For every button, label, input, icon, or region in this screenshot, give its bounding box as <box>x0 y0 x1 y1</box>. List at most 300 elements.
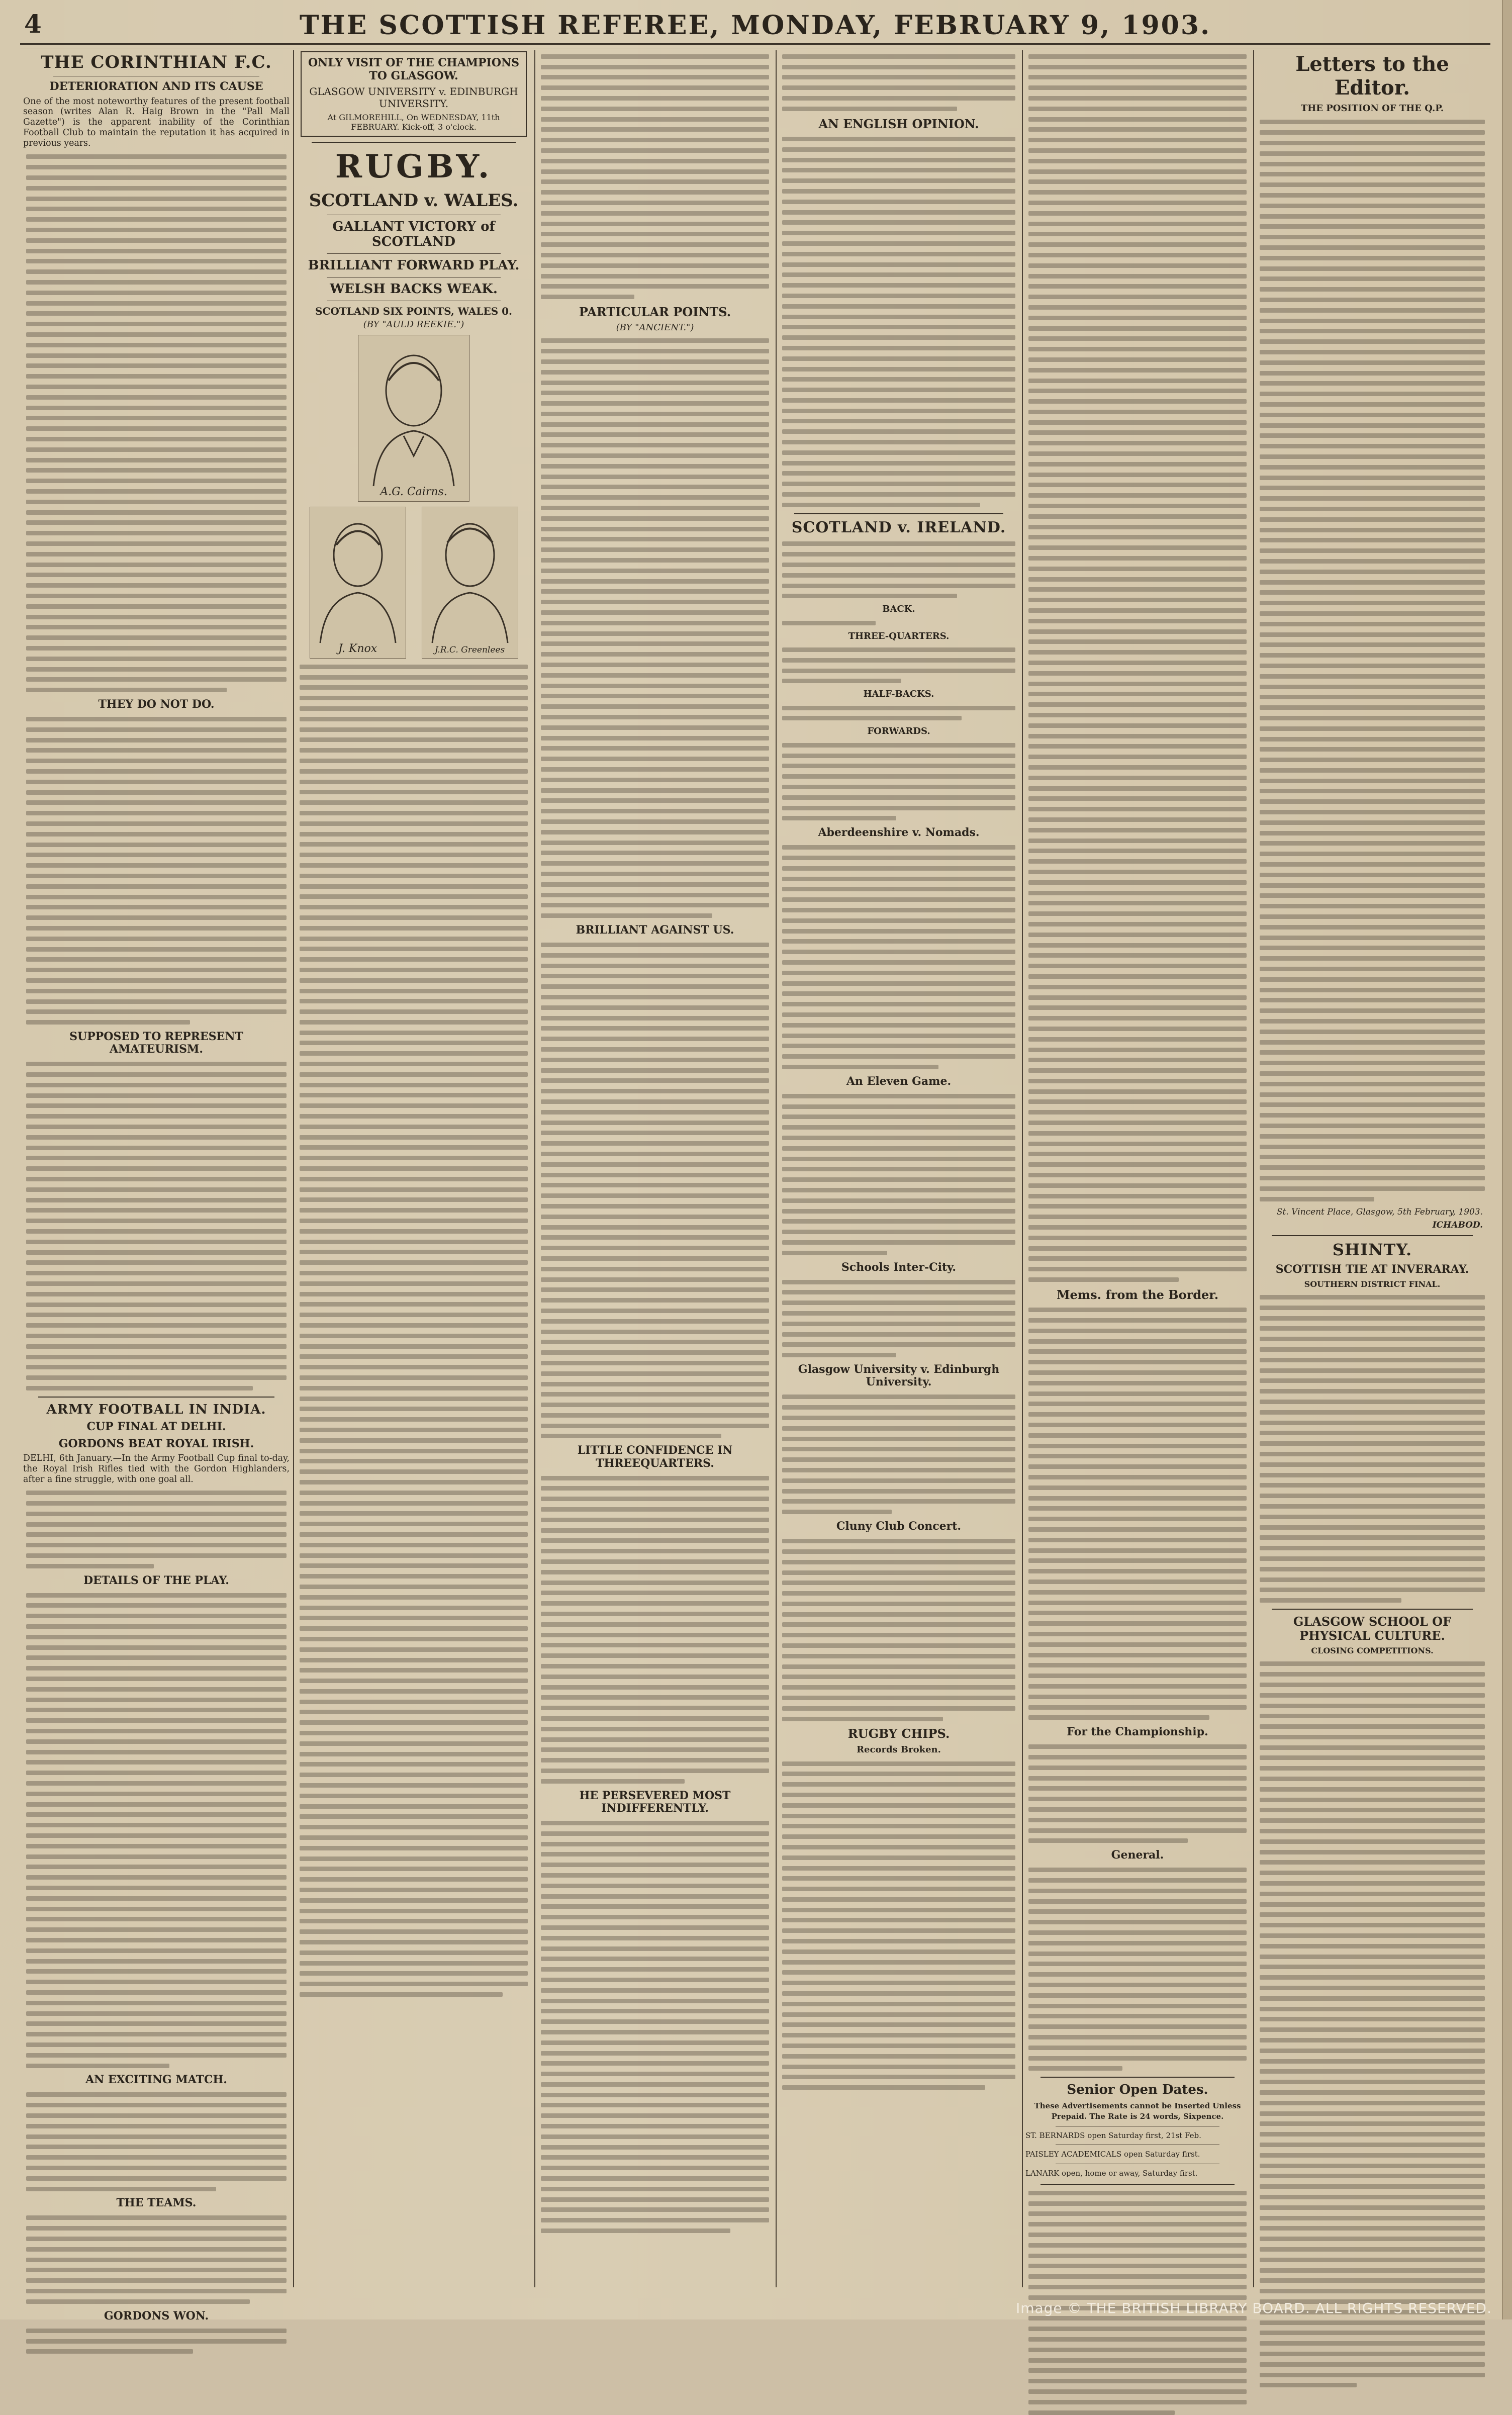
text-line <box>1028 1776 1247 1781</box>
text-line <box>26 186 287 191</box>
text-line <box>1260 705 1485 710</box>
text-line <box>26 1614 287 1618</box>
text-line <box>26 1355 287 1359</box>
text-line <box>782 1395 1015 1399</box>
text-line <box>1260 559 1485 564</box>
text-line <box>782 315 1015 319</box>
text-line <box>1260 1871 1485 1875</box>
text-line <box>1028 629 1247 634</box>
text-line <box>782 1468 1015 1472</box>
text-line <box>26 406 287 410</box>
text-line <box>1028 1684 1247 1689</box>
text-line <box>1260 548 1485 553</box>
text-line <box>1260 1452 1485 1456</box>
text-line <box>1260 737 1485 741</box>
text-line <box>26 999 287 1004</box>
text-line <box>1028 1909 1247 1914</box>
text-line <box>1028 817 1247 822</box>
text-line <box>1028 545 1247 550</box>
text-line <box>541 1047 769 1052</box>
text-line <box>1260 423 1485 428</box>
text-line <box>26 1187 287 1192</box>
text-line <box>782 2075 1015 2079</box>
text-line <box>1028 723 1247 728</box>
text-line <box>1028 2004 1247 2008</box>
text-line <box>541 841 769 845</box>
text-line <box>26 1980 287 1984</box>
text-line <box>1028 1558 1247 1563</box>
text-line <box>1260 528 1485 532</box>
text-line <box>782 461 1015 466</box>
subhead-gallant: GALLANT VICTORY of SCOTLAND <box>332 219 495 249</box>
text-line <box>300 884 528 889</box>
text-line <box>26 2349 193 2354</box>
text-line <box>541 1925 769 1930</box>
text-line <box>1028 159 1247 163</box>
text-line <box>782 1549 1015 1554</box>
text-line <box>1028 451 1247 456</box>
column-rule <box>776 50 777 2287</box>
text-line <box>782 1675 1015 1679</box>
text-line <box>26 853 287 857</box>
text-line <box>1260 1176 1485 1180</box>
text-line <box>541 1476 769 1480</box>
text-line <box>26 573 287 577</box>
text-line <box>1028 2191 1247 2195</box>
article-body <box>26 1593 287 2068</box>
column-4 <box>779 48 1018 2290</box>
text-line <box>26 385 287 389</box>
text-line <box>1028 336 1247 341</box>
text-line <box>1028 1715 1209 1720</box>
text-line <box>26 332 287 337</box>
text-line <box>1260 350 1485 354</box>
text-line <box>300 1814 528 1819</box>
text-line <box>1260 810 1485 814</box>
text-line <box>300 1386 528 1390</box>
text-line <box>1260 873 1485 877</box>
text-line <box>1260 2237 1485 2241</box>
text-line <box>541 2072 769 2076</box>
text-line <box>26 1990 287 1995</box>
text-line <box>782 1510 892 1514</box>
text-line <box>26 1687 287 1692</box>
text-line <box>300 1804 528 1809</box>
text-line <box>782 1012 1015 1017</box>
text-line <box>1260 1441 1485 1446</box>
text-line <box>300 1281 528 1286</box>
team-list <box>782 706 1015 721</box>
text-line <box>26 635 287 640</box>
text-line <box>26 1208 287 1213</box>
text-line <box>1028 702 1247 707</box>
text-line <box>26 1624 287 1629</box>
text-line <box>782 492 1015 497</box>
text-line <box>541 211 769 216</box>
text-line <box>26 510 287 515</box>
text-line <box>1028 284 1247 289</box>
text-line <box>782 1539 1015 1543</box>
text-line <box>541 453 769 458</box>
text-line <box>782 482 1015 486</box>
text-line <box>1028 420 1247 425</box>
text-line <box>26 1062 287 1066</box>
text-line <box>1260 1124 1485 1128</box>
text-line <box>26 1313 287 1317</box>
text-line <box>541 579 769 584</box>
text-line <box>541 495 769 500</box>
text-line <box>26 1666 287 1670</box>
text-line <box>541 1518 769 1522</box>
text-line <box>1260 820 1485 825</box>
text-line <box>300 1103 528 1108</box>
text-line <box>26 259 287 263</box>
text-line <box>782 1803 1015 1808</box>
text-line <box>1260 454 1485 459</box>
text-line <box>26 1093 287 1098</box>
text-line <box>1260 1556 1485 1561</box>
text-line <box>300 675 528 680</box>
text-line <box>541 1068 769 1073</box>
text-line <box>1260 130 1485 135</box>
text-line <box>541 1747 769 1752</box>
text-line <box>782 1054 1015 1059</box>
divider <box>312 142 516 143</box>
text-line <box>1260 695 1485 699</box>
text-line <box>26 989 287 993</box>
text-line <box>541 974 769 978</box>
text-line <box>1028 807 1247 811</box>
text-line <box>782 816 896 820</box>
adjacent-page-edge <box>1502 0 1512 2319</box>
text-line <box>300 1093 528 1097</box>
text-line <box>26 1491 287 1495</box>
text-line <box>782 178 1015 183</box>
text-line <box>782 1814 1015 1818</box>
text-line <box>26 2053 287 2058</box>
text-line <box>541 1152 769 1156</box>
subhead-brilliant: BRILLIANT FORWARD PLAY. <box>308 258 520 273</box>
text-line <box>1260 1473 1485 1477</box>
text-line <box>541 2197 769 2202</box>
text-line <box>1260 1337 1485 1341</box>
text-line <box>26 228 287 232</box>
text-line <box>1028 493 1247 498</box>
subhead-closing: CLOSING COMPETITIONS. <box>1311 1646 1434 1656</box>
text-line <box>26 1698 287 1702</box>
text-line <box>300 1051 528 1056</box>
crosshead: HE PERSEVERED MOST INDIFFERENTLY. <box>579 1789 731 1815</box>
text-line <box>782 754 1015 758</box>
advert: PAISLEY ACADEMICALS open Saturday first. <box>1025 2150 1200 2159</box>
text-line <box>541 767 769 772</box>
text-line <box>1260 2017 1485 2021</box>
text-line <box>541 1403 769 1407</box>
text-line <box>541 652 769 657</box>
article-body <box>26 717 287 1025</box>
text-line <box>1028 525 1247 529</box>
text-line <box>782 137 1015 141</box>
text-line <box>1260 2038 1485 2042</box>
text-line <box>541 1779 685 1784</box>
text-line <box>1260 1787 1485 1792</box>
text-line <box>541 516 769 521</box>
text-line <box>1260 1923 1485 1927</box>
text-line <box>1260 642 1485 647</box>
text-line <box>1028 2379 1247 2383</box>
text-line <box>1260 1912 1485 1917</box>
text-line <box>300 1501 528 1506</box>
text-line <box>541 2093 769 2097</box>
text-line <box>26 2103 287 2107</box>
text-line <box>300 832 528 837</box>
text-line <box>1260 2174 1485 2178</box>
text-line <box>541 1371 769 1376</box>
text-line <box>1028 985 1247 989</box>
text-line <box>782 1696 1015 1700</box>
text-line <box>541 1622 769 1627</box>
portrait-sketch <box>310 507 406 659</box>
text-line <box>300 1187 528 1192</box>
text-line <box>541 736 769 740</box>
text-line <box>1260 956 1485 961</box>
text-line <box>541 861 769 866</box>
text-line <box>1028 1920 1247 1924</box>
portrait-caption: J. Knox <box>338 642 377 655</box>
text-line <box>782 377 1015 382</box>
text-line <box>26 1532 287 1537</box>
advert-university-match <box>301 51 527 137</box>
headline-championship: For the Championship. <box>1067 1725 1208 1739</box>
headline-glasgow-edinburgh: Glasgow University v. Edinburgh University. <box>798 1363 1000 1389</box>
text-line <box>1260 1145 1485 1149</box>
text-line <box>782 75 1015 79</box>
text-line <box>300 1020 528 1025</box>
text-line <box>541 242 769 247</box>
text-line <box>1028 1983 1247 1987</box>
text-line <box>541 1350 769 1355</box>
text-line <box>26 1771 287 1775</box>
text-line <box>1260 276 1485 281</box>
text-line <box>1028 169 1247 174</box>
text-line <box>1260 141 1485 145</box>
text-line <box>541 2103 769 2107</box>
text-line <box>782 1311 1015 1316</box>
text-line <box>1028 1889 1247 1893</box>
text-line <box>782 1136 1015 1140</box>
text-line <box>1260 2268 1485 2273</box>
text-line <box>1260 256 1485 260</box>
text-line <box>1260 2090 1485 2095</box>
text-line <box>782 1478 1015 1483</box>
text-line <box>782 335 1015 340</box>
text-line <box>541 1287 769 1292</box>
letter-place: St. Vincent Place, Glasgow, 5th February, 1903. <box>1276 1207 1483 1218</box>
text-line <box>1028 859 1247 864</box>
text-line <box>300 1009 528 1014</box>
text-line <box>541 263 769 268</box>
text-line <box>300 1710 528 1714</box>
portrait-drawing <box>422 507 518 643</box>
text-line <box>26 500 287 504</box>
text-line <box>26 821 287 826</box>
text-line <box>300 696 528 700</box>
masthead-rule <box>20 43 1490 48</box>
text-line <box>1028 1412 1247 1417</box>
team-list <box>782 647 1015 683</box>
text-line <box>26 895 287 899</box>
headline-general: General. <box>1111 1848 1164 1862</box>
text-line <box>1028 995 1247 1000</box>
text-line <box>1028 2368 1247 2373</box>
text-line <box>300 1292 528 1296</box>
text-line <box>541 2009 769 2013</box>
text-line <box>26 479 287 483</box>
text-line <box>1028 1423 1247 1427</box>
text-line <box>26 1229 287 1234</box>
text-line <box>26 800 287 805</box>
text-line <box>1260 162 1485 166</box>
text-line <box>26 2329 287 2333</box>
text-line <box>26 727 287 732</box>
text-line <box>541 381 769 385</box>
text-line <box>782 1761 1015 1766</box>
text-line <box>541 2218 769 2222</box>
text-line <box>26 1917 287 1921</box>
text-line <box>541 475 769 479</box>
text-line <box>1260 1661 1485 1666</box>
text-line <box>26 2268 287 2272</box>
text-line <box>26 1948 287 1953</box>
text-line <box>541 1664 769 1668</box>
text-line <box>1028 190 1247 195</box>
text-line <box>782 200 1015 204</box>
headline-schools: Schools Inter-City. <box>841 1260 957 1274</box>
text-line <box>1028 953 1247 958</box>
text-line <box>1028 1930 1247 1935</box>
text-line <box>1028 1464 1247 1469</box>
text-line <box>300 1574 528 1578</box>
text-line <box>782 1044 1015 1048</box>
text-line <box>1260 1400 1485 1404</box>
text-line <box>1028 389 1247 393</box>
headline-rugby: RUGBY. <box>335 148 493 185</box>
text-line <box>541 1319 769 1324</box>
text-line <box>300 1668 528 1673</box>
text-line <box>26 165 287 169</box>
text-line <box>541 1193 769 1198</box>
text-line <box>1028 2389 1247 2394</box>
text-line <box>541 2040 769 2045</box>
text-line <box>782 1342 1015 1347</box>
text-line <box>1260 1996 1485 2001</box>
text-line <box>26 625 287 629</box>
text-line <box>782 325 1015 329</box>
text-line <box>26 1344 287 1349</box>
text-line <box>782 1002 1015 1006</box>
text-line <box>782 272 1015 277</box>
article-body <box>782 1280 1015 1358</box>
text-line <box>26 2226 287 2231</box>
text-line <box>1260 214 1485 219</box>
text-line <box>1028 1329 1247 1333</box>
text-line <box>1260 988 1485 992</box>
text-line <box>782 429 1015 434</box>
text-line <box>1028 786 1247 791</box>
text-line <box>1260 193 1485 198</box>
text-line <box>26 1114 287 1119</box>
text-line <box>1260 685 1485 689</box>
divider <box>1272 1609 1473 1610</box>
text-line <box>300 1637 528 1641</box>
text-line <box>782 1834 1015 1839</box>
portrait-caption: J.R.C. Greenlees <box>434 645 505 655</box>
text-line <box>300 1700 528 1704</box>
text-line <box>1260 1755 1485 1760</box>
text-line <box>1260 1358 1485 1362</box>
headline-shinty: SHINTY. <box>1332 1240 1412 1260</box>
text-line <box>541 1758 769 1762</box>
text-line <box>300 1553 528 1558</box>
text-line <box>300 1741 528 1746</box>
text-line <box>300 947 528 951</box>
text-line <box>541 527 769 531</box>
text-line <box>1260 799 1485 804</box>
text-line <box>1260 1378 1485 1383</box>
text-line <box>782 1177 1015 1182</box>
column-rule <box>1253 50 1254 2287</box>
text-line <box>1260 1102 1485 1107</box>
text-line <box>1260 653 1485 658</box>
text-line <box>1028 1993 1247 1998</box>
text-line <box>541 2061 769 2066</box>
text-line <box>1028 911 1247 916</box>
text-line <box>1260 287 1485 292</box>
text-line <box>300 1156 528 1160</box>
text-line <box>1260 1839 1485 1844</box>
text-line <box>782 1866 1015 1871</box>
article-body <box>782 541 1015 598</box>
text-line <box>1260 2164 1485 2168</box>
text-line <box>1260 444 1485 448</box>
text-line <box>782 2033 1015 2037</box>
text-line <box>782 1219 1015 1224</box>
text-line <box>1260 402 1485 407</box>
text-line <box>1028 1878 1247 1883</box>
text-line <box>300 1720 528 1725</box>
text-line <box>26 1792 287 1796</box>
text-line <box>1260 1410 1485 1415</box>
text-line <box>782 1591 1015 1596</box>
text-line <box>782 785 1015 789</box>
text-line <box>1260 1421 1485 1425</box>
letter-subject: THE POSITION OF THE Q.P. <box>1300 103 1444 114</box>
text-line <box>541 621 769 625</box>
text-line <box>1028 399 1247 404</box>
text-line <box>1260 1197 1374 1201</box>
text-line <box>1260 570 1485 574</box>
text-line <box>300 1825 528 1829</box>
text-line <box>26 604 287 609</box>
text-line <box>1028 535 1247 539</box>
text-line <box>1028 1611 1247 1615</box>
text-line <box>300 1031 528 1035</box>
article-body <box>26 2215 287 2303</box>
text-line <box>1260 1134 1485 1139</box>
text-line <box>541 1110 769 1114</box>
text-line <box>782 1353 896 1357</box>
text-line <box>1028 2046 1247 2050</box>
